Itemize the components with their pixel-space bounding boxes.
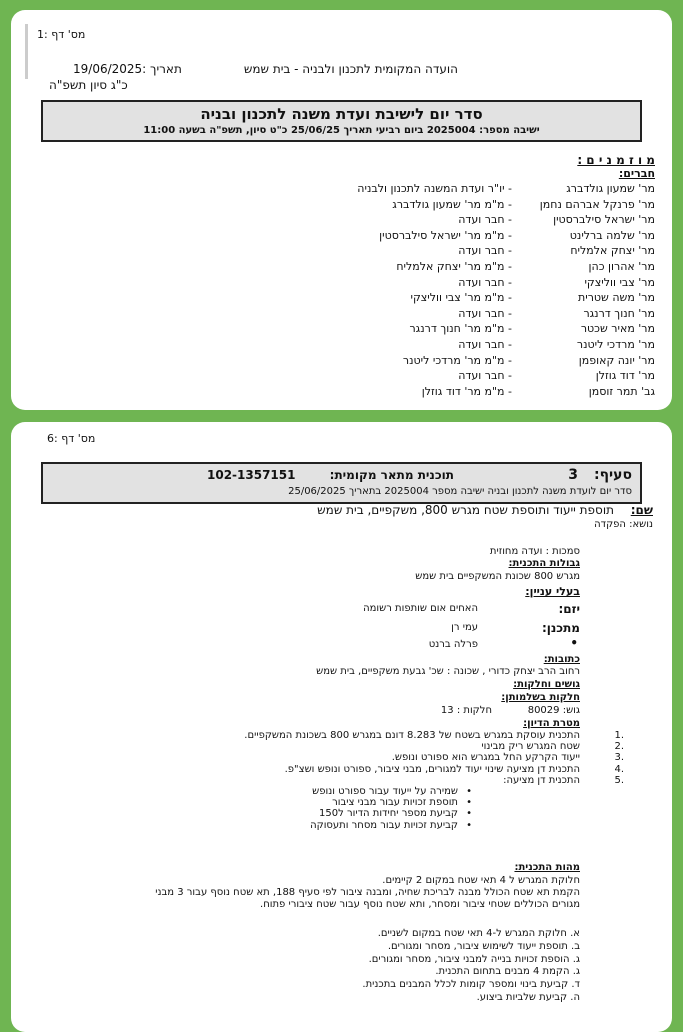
letter-item: ג. הקמת 4 מבנים בתחום התכנית. xyxy=(435,966,580,978)
member-role: - מ"מ מר' מרדכי ליטנר xyxy=(402,353,512,367)
purpose-item: ייעוד הקרקע החל במגרש הוא ספורט ונופש. xyxy=(391,752,580,764)
plan-number: 102-1357151 xyxy=(207,468,296,482)
planner-value: עמי רן xyxy=(451,622,478,633)
borders-value: מגרש 800 שכונת המשקפיים בית שמש xyxy=(415,571,580,582)
address-value: רחוב הרב יצחק כדורי , שכונה : שכ' גבעת משקפיים, בית שמש xyxy=(316,666,580,677)
agenda-title: סדר יום לישיבת ועדת משנה לתכנון ובניה xyxy=(200,105,483,123)
member-row xyxy=(11,244,672,259)
member-name: מר' צבי ווליצקי xyxy=(584,275,655,289)
essence-line: חלוקת המגרש ל 4 תאי שטח במקום 2 קיימים. xyxy=(382,875,580,886)
member-name: מר' משה שטרית xyxy=(578,291,655,305)
member-name: מר' פרנקל אברהם נחמן xyxy=(539,197,655,211)
member-role: - מ"מ מר' חנוך דרנגר xyxy=(409,322,512,336)
purpose-bullet: קביעת זכויות עבור מסחר ותעסוקה xyxy=(310,819,458,831)
gush: גוש: 80029 xyxy=(527,705,580,716)
member-name: גב' תמר זוסמן xyxy=(588,384,655,398)
purpose-number: 2. xyxy=(614,741,624,753)
essence-line: הקמת תא שטח הכולל מבנה לבריכת שחיה, ומבנה ציבור לפי סעיף 188, תא שטח נוסף עבור 3 מבני xyxy=(155,887,580,898)
member-role: - מ"מ מר' צבי ווליצקי xyxy=(410,291,512,305)
member-row xyxy=(11,385,672,400)
purpose-bullet: שמירה על ייעוד עבור ספורט ונופש xyxy=(312,786,458,797)
hebrew-date: כ"ג סיון תשפ"ה xyxy=(49,78,128,92)
purpose-item: התכנית דן מציעה: xyxy=(503,774,580,786)
purpose-item: התכנית דן מציעה שינוי יעוד למגורים, מבני ציבור, ספורט ונופש ושצ"פ. xyxy=(284,763,580,775)
agenda-page-6 xyxy=(11,422,672,1032)
planner-label: מתכנן: xyxy=(541,621,580,635)
addresses-heading: כתובות: xyxy=(543,654,580,665)
bullet-dot: • xyxy=(466,808,472,820)
purpose-item: התכנית עוסקת במגרש בשטח של 8.283 דונם במגרש 800 בשכונת המשקפיים. xyxy=(244,730,580,741)
bullet-dot: • xyxy=(466,786,472,797)
blocks-heading: גושים וחלקות: xyxy=(513,679,580,690)
purpose-number: 3. xyxy=(614,752,624,764)
letter-item: א. חלוקת המגרש ל-4 תאי שטח במקום לשניים. xyxy=(377,928,580,939)
plan-name-label: שם: xyxy=(630,503,653,517)
plan-type: תוכנית מתאר מקומית: xyxy=(329,468,454,482)
page-number: מס' דף :6 xyxy=(47,432,96,445)
bullet-dot: • xyxy=(570,636,578,650)
member-row xyxy=(11,322,672,337)
section-subline: סדר יום לועדת משנה לתכנון ובניה ישיבה מספר 2025004 בתאריך 25/06/2025 xyxy=(288,486,632,497)
letter-item: ג. הוספת זכויות בנייה למבני ציבור, מסחר ומגורים. xyxy=(368,953,580,965)
member-row xyxy=(11,307,672,322)
member-name: מר' יונה קאופמן xyxy=(578,353,655,367)
invited-heading: מ ו ז מ נ י ם : xyxy=(577,153,655,167)
member-role: - מ"מ מר' יצחק אלמליח xyxy=(396,260,512,273)
member-row xyxy=(11,338,672,353)
bullet-dot: • xyxy=(466,819,472,831)
member-role: - מ"מ מר' ישראל סילברסטין xyxy=(379,228,512,242)
section-header-box xyxy=(41,462,642,504)
authority: סמכות : ועדה מחוזית xyxy=(489,546,580,557)
borders-heading: גבולות התכנית: xyxy=(508,558,580,569)
member-row xyxy=(11,198,672,213)
initiator-label: יזם: xyxy=(558,602,580,616)
member-role: - חבר ועדה xyxy=(458,306,512,320)
section-number: 3 xyxy=(568,467,578,483)
member-name: מר' שמעון גולדברג xyxy=(566,182,655,195)
letter-item: ה. קביעת שלביות ביצוע. xyxy=(476,992,580,1003)
section-label: סעיף: xyxy=(593,467,632,483)
letter-item: ב. תוספת ייעוד לשימוש ציבור, מסחר ומגורים. xyxy=(387,940,580,952)
essence-line: מגורים הכוללים שטחי ציבור ומסחר, ותא שטח נוסף עבור שטח ציבורי פתוח. xyxy=(260,899,580,910)
member-row xyxy=(11,291,672,306)
purpose-heading: מטרת הדיון: xyxy=(523,718,580,729)
member-role: - חבר ועדה xyxy=(458,369,512,383)
member-name: מר' שלמה ברלינט xyxy=(569,228,655,242)
member-role: - חבר ועדה xyxy=(458,338,512,351)
initiator-value: האחים אום שותפות רשומה xyxy=(363,603,478,614)
member-name: מר' ישראל סילברסטין xyxy=(553,213,655,227)
member-row xyxy=(11,182,672,197)
agenda-page-1 xyxy=(11,10,672,410)
member-name: מר' יצחק אלמליח xyxy=(570,244,655,258)
member-row xyxy=(11,260,672,275)
purpose-number: 1. xyxy=(614,730,624,741)
session-line: ישיבה מספר: 2025004 ביום רביעי תאריך 25/06/25 כ"ט סיון, תשפ"ה בשעה 11:00 xyxy=(143,125,540,136)
member-row xyxy=(11,213,672,228)
member-row xyxy=(11,369,672,384)
member-role: - חבר ועדה xyxy=(458,213,512,227)
subject: נושא: הפקדה xyxy=(594,519,653,530)
bullet-dot: • xyxy=(466,797,472,809)
committee-name: הועדה המקומית לתכנון ולבניה - בית שמש xyxy=(243,62,458,76)
purpose-bullet: קביעת מספר יחידות הדיור ל150 xyxy=(319,808,458,820)
parcels-heading: חלקות בשלמותן: xyxy=(501,692,580,703)
purpose-bullet: תוספת זכויות עבור מבני ציבור xyxy=(332,797,458,809)
member-name: מר' מאיר שכטר xyxy=(580,322,655,336)
member-row xyxy=(11,354,672,369)
scrollbar-track[interactable] xyxy=(25,24,28,79)
member-role: - חבר ועדה xyxy=(458,244,512,258)
member-name: מר' אהרון כהן xyxy=(588,260,655,273)
document-date: תאריך :19/06/2025 xyxy=(73,62,182,76)
purpose-number: 4. xyxy=(614,763,624,775)
agenda-header-box xyxy=(41,100,642,142)
member-name: מר' מרדכי ליטנר xyxy=(576,338,655,351)
page-number: מס' דף :1 xyxy=(37,28,86,41)
member-name: מר' חנוך דרנגר xyxy=(583,306,655,320)
member-role: - מ"מ מר' דוד גוזלן xyxy=(421,384,512,398)
parcels: חלקות : 13 xyxy=(440,705,492,716)
essence-heading: מהות התכנית: xyxy=(514,862,580,873)
member-name: מר' דוד גוזלן xyxy=(595,369,655,383)
stakeholders-heading: בעלי עניין: xyxy=(525,585,580,598)
member-role: - יו"ר ועדת המשנה לתכנון ולבניה xyxy=(357,182,512,195)
plan-name: תוספת ייעוד ותוספת שטח מגרש 800, משקפיים, בית שמש xyxy=(317,503,614,517)
member-role: - חבר ועדה xyxy=(458,275,512,289)
planner-value-2: פרלה ברנט xyxy=(428,639,478,650)
purpose-item: שטח המגרש ריק מבינוי xyxy=(481,741,580,753)
members-heading: חברים: xyxy=(618,167,655,180)
letter-item: ד. קביעת בינוי ומספר קומות לכלל המבנים בתכנית. xyxy=(362,979,580,991)
member-role: - מ"מ מר' שמעון גולדברג xyxy=(392,197,512,211)
member-row xyxy=(11,276,672,291)
purpose-number: 5. xyxy=(614,774,624,786)
member-row xyxy=(11,229,672,244)
